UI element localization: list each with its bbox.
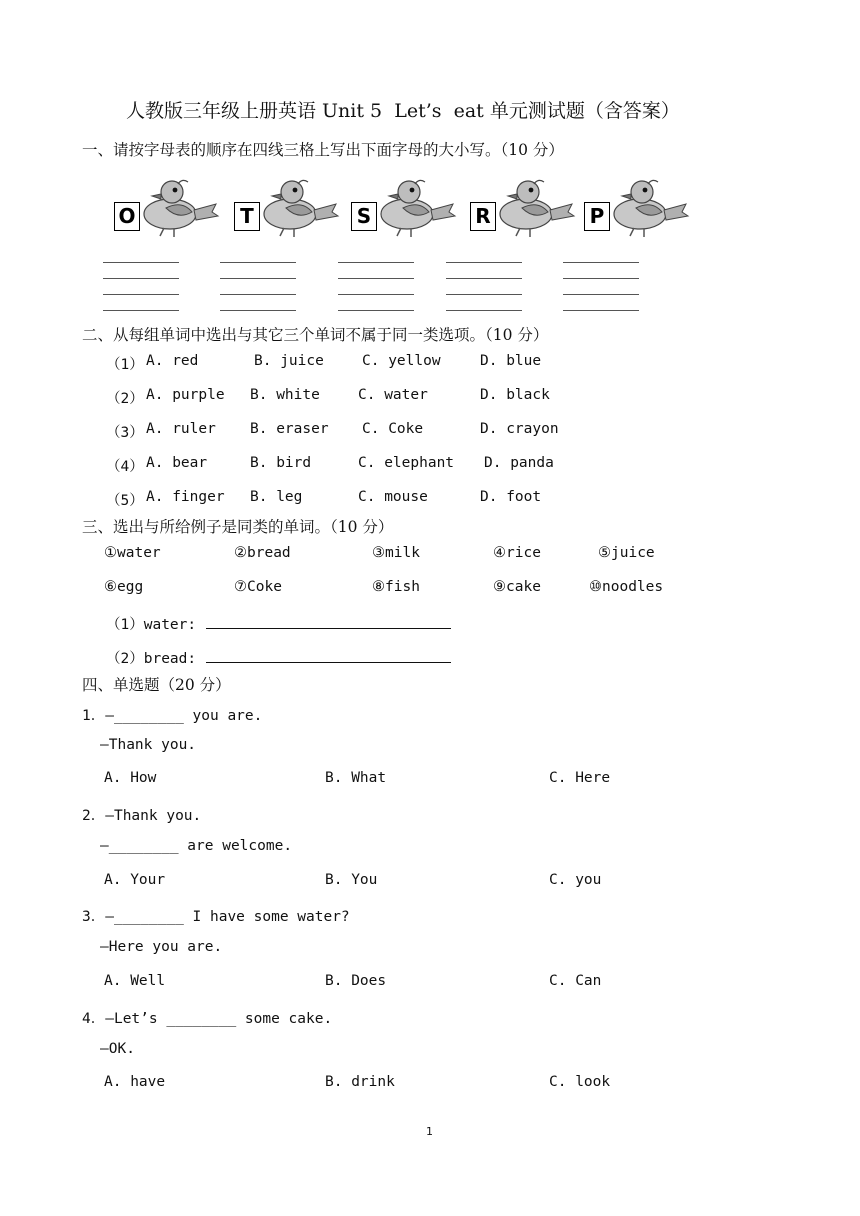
letter-card-1 [108,178,220,240]
option-a: A. How [104,770,157,786]
letter-box: S [351,202,377,231]
option-c: C. Here [549,770,611,786]
letter-box: P [584,202,610,231]
word-item: ⑨cake [493,579,541,595]
mcq-line1: 2．—Thank you. [82,808,202,824]
answer-blank-2[interactable] [206,662,451,663]
word-item: ④rice [493,545,541,561]
option-d: D. crayon [480,421,559,437]
classify-question-1: （1）water: [106,617,197,633]
letter-card-2 [228,178,340,240]
option-b: B. bird [250,455,312,471]
option-a: A. bear [146,455,208,471]
option-b: B. eraser [250,421,329,437]
writing-lines-5[interactable] [563,262,639,314]
mcq-line2: —Thank you. [100,737,197,753]
option-c: C. water [358,387,428,403]
letter-box: R [470,202,496,231]
section4-heading: 四、单选题（20 分） [82,676,231,694]
word-item: ②bread [234,545,291,561]
writing-lines-1[interactable] [103,262,179,314]
letter-card-3 [345,178,457,240]
mcq-line1: 1．—________ you are. [82,708,263,724]
option-d: D. panda [484,455,554,471]
option-b: B. leg [250,489,303,505]
option-d: D. foot [480,489,542,505]
letter-box: T [234,202,260,231]
word-item: ⑦Coke [234,579,282,595]
mcq-line2: —Here you are. [100,939,223,955]
option-c: C. Coke [362,421,424,437]
document-title: 人教版三年级上册英语 Unit 5 Let’s eat 单元测试题（含答案） [126,100,680,122]
option-b: B. Does [325,973,387,989]
option-a: A. purple [146,387,225,403]
classify-question-2: （2）bread: [106,651,197,667]
mcq-line2: —________ are welcome. [100,838,293,854]
letter-card-5 [578,178,690,240]
option-b: B. juice [254,353,324,369]
section1-heading: 一、请按字母表的顺序在四线三格上写出下面字母的大小写。（10 分） [82,141,564,159]
word-item: ①water [104,545,161,561]
option-c: C. Can [549,973,602,989]
option-b: B. You [325,872,378,888]
option-c: C. mouse [358,489,428,505]
letter-box: O [114,202,140,231]
section3-heading: 三、选出与所给例子是同类的单词。（10 分） [82,518,394,536]
writing-lines-4[interactable] [446,262,522,314]
option-d: D. black [480,387,550,403]
option-a: A. red [146,353,199,369]
writing-lines-3[interactable] [338,262,414,314]
option-c: C. yellow [362,353,441,369]
page-number: 1 [426,1125,433,1138]
option-a: A. Well [104,973,166,989]
option-b: B. What [325,770,387,786]
option-a: A. finger [146,489,225,505]
option-c: C. elephant [358,455,455,471]
mcq-line1: 3．—________ I have some water? [82,909,350,925]
option-b: B. drink [325,1074,395,1090]
mcq-line2: —OK. [100,1041,135,1057]
option-d: D. blue [480,353,542,369]
word-item: ③milk [372,545,420,561]
word-item: ⑧fish [372,579,420,595]
answer-blank-1[interactable] [206,628,451,629]
option-c: C. look [549,1074,611,1090]
word-item: ⑩noodles [589,579,664,595]
section2-heading: 二、从每组单词中选出与其它三个单词不属于同一类选项。（10 分） [82,326,549,344]
option-a: A. have [104,1074,166,1090]
option-c: C. you [549,872,602,888]
word-item: ⑥egg [104,579,144,595]
writing-lines-2[interactable] [220,262,296,314]
word-item: ⑤juice [598,545,655,561]
option-a: A. ruler [146,421,216,437]
letter-card-4 [464,178,576,240]
option-b: B. white [250,387,320,403]
option-a: A. Your [104,872,166,888]
mcq-line1: 4．—Let’s ________ some cake. [82,1011,333,1027]
